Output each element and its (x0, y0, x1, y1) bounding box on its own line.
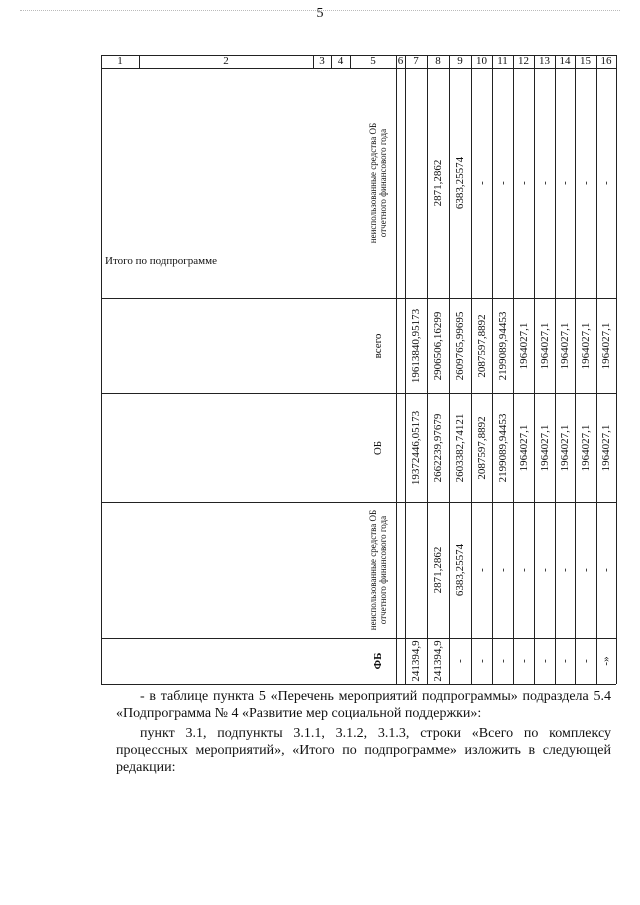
header-number-cell: 10 (476, 55, 487, 67)
unused-block-value (534, 506, 555, 634)
total-block-value-text: 1964027,1 (559, 322, 571, 369)
ob-block-value (449, 397, 471, 498)
ob-block-value-text: 2199089,94453 (496, 413, 509, 482)
ob-block-value (534, 397, 555, 498)
unused-block-value (449, 506, 471, 634)
top-unused-block-value-text: - (517, 181, 530, 185)
top-unused-block-value-text: 2871,2862 (432, 159, 444, 207)
ob-block-value-text: 2603382,74121 (454, 413, 466, 482)
top-unused-block-value (534, 72, 555, 294)
unused-block-value-text: - (559, 568, 571, 572)
fb-block-value (449, 642, 471, 680)
unused-block-value (596, 506, 616, 634)
fb-block-value (427, 642, 449, 680)
ob-block-value (471, 397, 492, 498)
unused-block-value-text: - (600, 568, 612, 572)
ob-block-value-text: 1964027,1 (579, 424, 592, 471)
header-number-cell: 9 (457, 55, 463, 67)
table-rule-vertical (616, 55, 617, 684)
top-unused-block-value (449, 72, 471, 294)
unused-block-value-text: 2871,2862 (432, 546, 444, 594)
top-unused-block-value-text: - (475, 181, 488, 185)
page-number: 5 (316, 6, 324, 21)
table-rule-vertical (101, 55, 102, 684)
fb-block-value-text: - (475, 659, 488, 663)
total-block-value (575, 302, 596, 389)
unused-block-value-text: - (475, 568, 488, 572)
header-number-cell: 14 (559, 55, 571, 67)
total-block-value (534, 302, 555, 389)
ob-block-value-text: 19372446,05173 (410, 410, 422, 485)
unused-block-value-text: - (517, 568, 530, 572)
ob-block-value-text: 1964027,1 (559, 424, 571, 471)
unused-block-value-text: - (538, 568, 551, 572)
header-number-cell: 6 (397, 55, 404, 67)
top-unused-block-value (405, 72, 427, 294)
header-number-cell: 2 (223, 55, 229, 67)
fb-block-value (405, 642, 427, 680)
unused-block-label-text: неиспользованные средства ОБ отчетного финансового года (367, 509, 388, 631)
total-block-value (449, 302, 471, 389)
top-unused-block-value (492, 72, 513, 294)
ob-block-value-text: 2662239,97679 (432, 413, 444, 482)
fb-block-value-text: 241394,9 (432, 640, 444, 682)
row-label: Итого по подпрограмме (105, 255, 217, 267)
total-block-value (492, 302, 513, 389)
top-unused-block-value (596, 72, 616, 294)
header-number-cell: 7 (413, 55, 419, 67)
fb-block-value (534, 642, 555, 680)
total-block-value-text: 2199089,94453 (496, 311, 509, 380)
fb-block-value (492, 642, 513, 680)
total-block-value-text: 1964027,1 (579, 322, 592, 369)
ob-block-label-text: ОБ (371, 440, 384, 455)
top-unused-block-value (575, 72, 596, 294)
total-block-label-text: всего (371, 333, 384, 358)
header-number-cell: 5 (370, 55, 376, 67)
top-unused-block-value (427, 72, 449, 294)
fb-block-value-text: -» (600, 656, 612, 666)
fb-block-value (555, 642, 575, 680)
unused-block-value (555, 506, 575, 634)
total-block-value-text: 1964027,1 (538, 322, 551, 369)
header-number-cell: 11 (497, 55, 508, 67)
fb-block-label-text: ФБ (371, 652, 384, 670)
top-unused-block-value (555, 72, 575, 294)
fb-block-label (350, 638, 405, 684)
header-number-cell: 1 (117, 55, 123, 67)
total-block-value-text: 2609765,99695 (454, 311, 466, 380)
ob-block-value (555, 397, 575, 498)
header-number-cell: 16 (600, 55, 612, 67)
fb-block-value-text: 241394,9 (410, 640, 422, 682)
ob-block-value-text: 2087597,8892 (475, 415, 488, 480)
unused-block-value (405, 506, 427, 634)
ob-block-value (405, 397, 427, 498)
top-unused-block-value (471, 72, 492, 294)
fb-block-value-text: - (579, 659, 592, 663)
fb-block-value (596, 642, 616, 680)
top-unused-block-value (513, 72, 534, 294)
total-block-value-text: 1964027,1 (517, 322, 530, 369)
fb-block-value-text: - (538, 659, 551, 663)
ob-block-value (427, 397, 449, 498)
unused-block-value (575, 506, 596, 634)
fb-block-value-text: - (454, 659, 466, 663)
ob-block-value (596, 397, 616, 498)
total-block-value (427, 302, 449, 389)
top-unused-block-label-text: неиспользованные средства ОБ отчетного финансового года (367, 122, 388, 244)
total-block-value-text: 2087597,8892 (475, 313, 488, 378)
unused-block-value (471, 506, 492, 634)
total-block-value (596, 302, 616, 389)
top-unused-block-value-text: - (559, 181, 571, 185)
total-block-value-text: 2906506,16299 (432, 311, 444, 380)
fb-block-value (471, 642, 492, 680)
top-unused-block-value-text: - (600, 181, 612, 185)
header-number-cell: 13 (539, 55, 550, 67)
top-unused-block-value-text: - (579, 181, 592, 185)
ob-block-value-text: 1964027,1 (600, 424, 612, 471)
fb-block-value (575, 642, 596, 680)
unused-block-value-text: - (496, 568, 509, 572)
ob-block-value (513, 397, 534, 498)
unused-block-value (513, 506, 534, 634)
top-unused-block-label (350, 68, 405, 298)
total-block-value-text: 1964027,1 (600, 322, 612, 369)
top-unused-block-value-text: - (496, 181, 509, 185)
ob-block-value-text: 1964027,1 (538, 424, 551, 471)
ob-block-label (350, 393, 405, 502)
table-rule-horizontal (101, 684, 616, 685)
unused-block-label (350, 502, 405, 638)
header-number-cell: 15 (580, 55, 591, 67)
ob-block-value (575, 397, 596, 498)
unused-block-value (427, 506, 449, 634)
fb-block-value (513, 642, 534, 680)
total-block-value (405, 302, 427, 389)
ob-block-value (492, 397, 513, 498)
fb-block-value-text: - (496, 659, 509, 663)
header-number-cell: 8 (435, 55, 441, 67)
total-block-value (513, 302, 534, 389)
paragraph-2: пункт 3.1, подпункты 3.1.1, 3.1.2, 3.1.3, строки «Всего по комплексу процессных мероприятий», «Итого по подпрограмме» изложить в следующей редакции: (116, 726, 611, 775)
top-unused-block-value-text: - (538, 181, 551, 185)
header-number-cell: 4 (337, 55, 344, 67)
fb-block-value-text: - (559, 659, 571, 663)
header-number-cell: 12 (518, 55, 529, 67)
total-block-label (350, 298, 405, 393)
total-block-value (471, 302, 492, 389)
unused-block-value-text: - (579, 568, 592, 572)
header-number-cell: 3 (319, 55, 325, 67)
fb-block-value-text: - (517, 659, 530, 663)
unused-block-value-text: 6383,25574 (454, 543, 466, 597)
top-unused-block-value-text: 6383,25574 (454, 156, 466, 210)
unused-block-value (492, 506, 513, 634)
total-block-value-text: 19613840,95173 (410, 308, 422, 383)
budget-table (101, 55, 616, 684)
ob-block-value-text: 1964027,1 (517, 424, 530, 471)
paragraph-1: - в таблице пункта 5 «Перечень мероприятий подпрограммы» подраздела 5.4 «Подпрограмма № 4 «Развитие мер социальной поддержки»: (116, 689, 611, 721)
total-block-value (555, 302, 575, 389)
